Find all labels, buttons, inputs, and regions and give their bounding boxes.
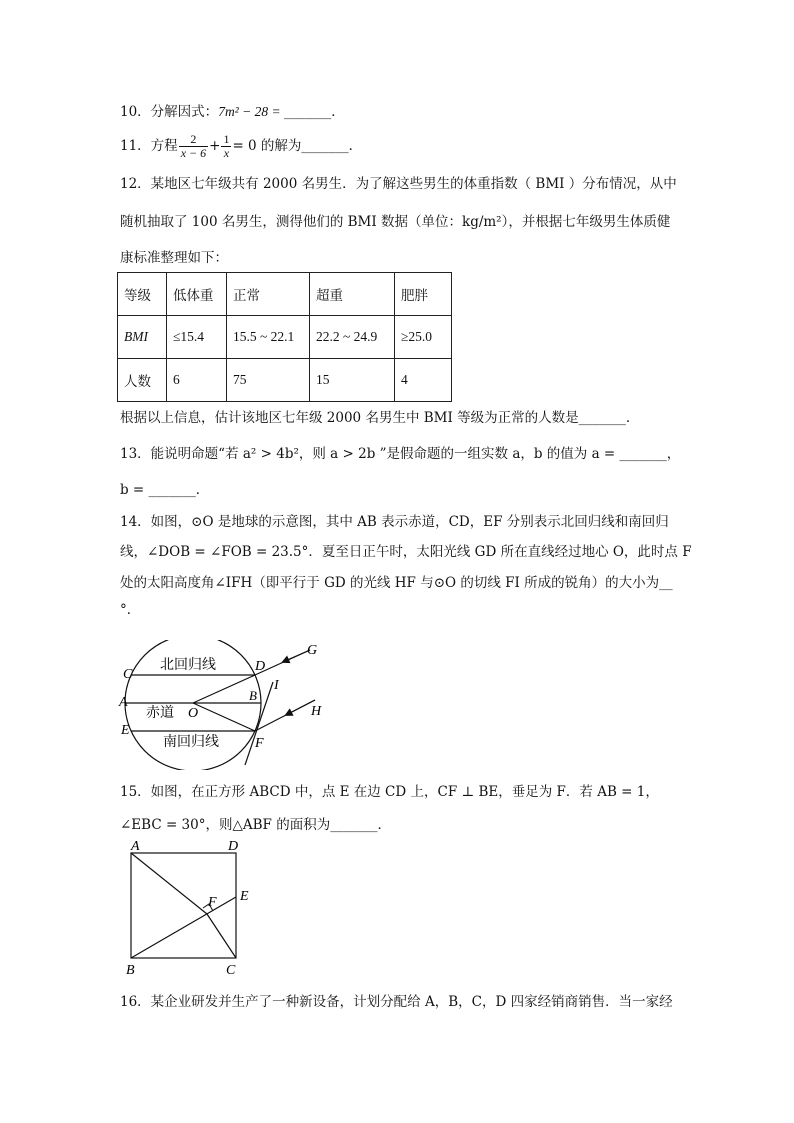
- square-point-f-label: F: [208, 895, 217, 910]
- q15-line-2: ∠EBC = 30°，则△ABF 的面积为_______．: [120, 817, 391, 833]
- table-row: [118, 316, 452, 359]
- point-e-label: E: [121, 723, 130, 738]
- table-cell: 6: [167, 359, 227, 402]
- q10-blank: _______．: [283, 104, 345, 120]
- table-cell: 22.2 ~ 24.9: [310, 316, 395, 359]
- q11-equation-text: = 0 的解为: [232, 138, 302, 154]
- table-cell: 15: [310, 359, 395, 402]
- point-d-label: D: [255, 659, 266, 674]
- square-point-e-label: E: [240, 889, 249, 904]
- q11-fraction-2: [221, 133, 231, 160]
- segment-be: [131, 897, 236, 958]
- bmi-table: [117, 272, 452, 402]
- square-point-d-label: D: [228, 839, 239, 854]
- table-cell: 等级: [118, 273, 167, 316]
- q13-line-1: 13．能说明命题“若 a² > 4b²，则 a > 2b ”是假命题的一组实数 a，b 的值为 a = _______，: [120, 446, 681, 462]
- table-cell: 超重: [310, 273, 395, 316]
- equator-label: 赤道: [146, 706, 174, 721]
- table-cell: ≥25.0: [395, 316, 452, 359]
- question-10: [120, 102, 345, 122]
- q11-blank: _______．: [301, 138, 363, 154]
- south-tropic-label: 南回归线: [163, 735, 219, 750]
- q10-expression: 7m² − 28 =: [218, 104, 284, 119]
- table-cell: BMI: [118, 316, 167, 359]
- table-cell: 肥胖: [395, 273, 452, 316]
- point-f-label: F: [255, 736, 264, 751]
- point-h-label: H: [311, 704, 322, 719]
- point-g-label: G: [307, 643, 318, 658]
- table-cell: 人数: [118, 359, 167, 402]
- segment-af: [131, 853, 207, 914]
- table-cell: 15.5 ~ 22.1: [227, 316, 310, 359]
- table-cell: 低体重: [167, 273, 227, 316]
- q12-line-1: 12．某地区七年级共有 2000 名男生．为了解这些男生的体重指数（ BMI ）分布情况，从中: [120, 176, 677, 192]
- table-cell: 4: [395, 359, 452, 402]
- q11-frac2-denominator: x: [223, 146, 230, 160]
- segment-cf: [207, 914, 236, 958]
- earth-diagram: [115, 640, 345, 770]
- q12-line-2: 随机抽取了 100 名男生，测得他们的 BMI 数据（单位：kg/m²），并根据七年级男生体质健: [120, 214, 671, 230]
- of-line: [193, 703, 255, 731]
- q10-label: 10．分解因式：: [120, 104, 219, 120]
- q11-frac2-numerator: 1: [223, 132, 230, 146]
- q15-line-1: 15．如图，在正方形 ABCD 中，点 E 在边 CD 上，CF ⊥ BE，垂足为 F．若 AB = 1，: [120, 784, 659, 800]
- q14-line-1: 14．如图，⊙O 是地球的示意图，其中 AB 表示赤道，CD，EF 分别表示北回归线和南回归: [120, 514, 669, 530]
- q13-line-2: b = _______．: [120, 482, 210, 498]
- north-tropic-label: 北回归线: [160, 658, 216, 673]
- table-cell: 正常: [227, 273, 310, 316]
- q11-frac1-denominator: x − 6: [180, 146, 207, 160]
- q11-plus: +: [209, 138, 221, 154]
- table-cell: 75: [227, 359, 310, 402]
- q11-frac1-numerator: 2: [179, 133, 208, 147]
- point-o-label: O: [188, 706, 199, 721]
- square-diagram: [120, 838, 270, 978]
- q14-line-2: 线，∠DOB = ∠FOB = 23.5°．夏至日正午时，太阳光线 GD 所在直线经过地心 O，此时点 F: [120, 544, 692, 560]
- q16-line-1: 16．某企业研发并生产了一种新设备，计划分配给 A，B，C，D 四家经销商销售．当一家经: [120, 994, 673, 1010]
- question-11: [120, 133, 362, 160]
- table-row: [118, 359, 452, 402]
- point-i-label: I: [274, 678, 279, 693]
- q14-line-3: 处的太阳高度角∠IFH（即平行于 GD 的光线 HF 与⊙O 的切线 FI 所成的锐角）的大小为__: [120, 575, 673, 591]
- point-a-label: A: [119, 695, 128, 710]
- point-b-label: B: [249, 688, 257, 703]
- square-point-a-label: A: [131, 839, 140, 854]
- square-point-b-label: B: [126, 963, 135, 978]
- point-c-label: C: [123, 667, 133, 682]
- table-cell: ≤15.4: [167, 316, 227, 359]
- q14-line-4: °．: [120, 602, 141, 618]
- q11-label: 11．方程: [120, 138, 178, 154]
- od-line: [193, 675, 255, 703]
- q11-fraction-1: [179, 133, 208, 160]
- table-header-row: [118, 273, 452, 316]
- q12-after-table: 根据以上信息，估计该地区七年级 2000 名男生中 BMI 等级为正常的人数是_______．: [120, 410, 640, 426]
- q12-line-3: 康标准整理如下：: [120, 250, 228, 266]
- square-point-c-label: C: [226, 963, 236, 978]
